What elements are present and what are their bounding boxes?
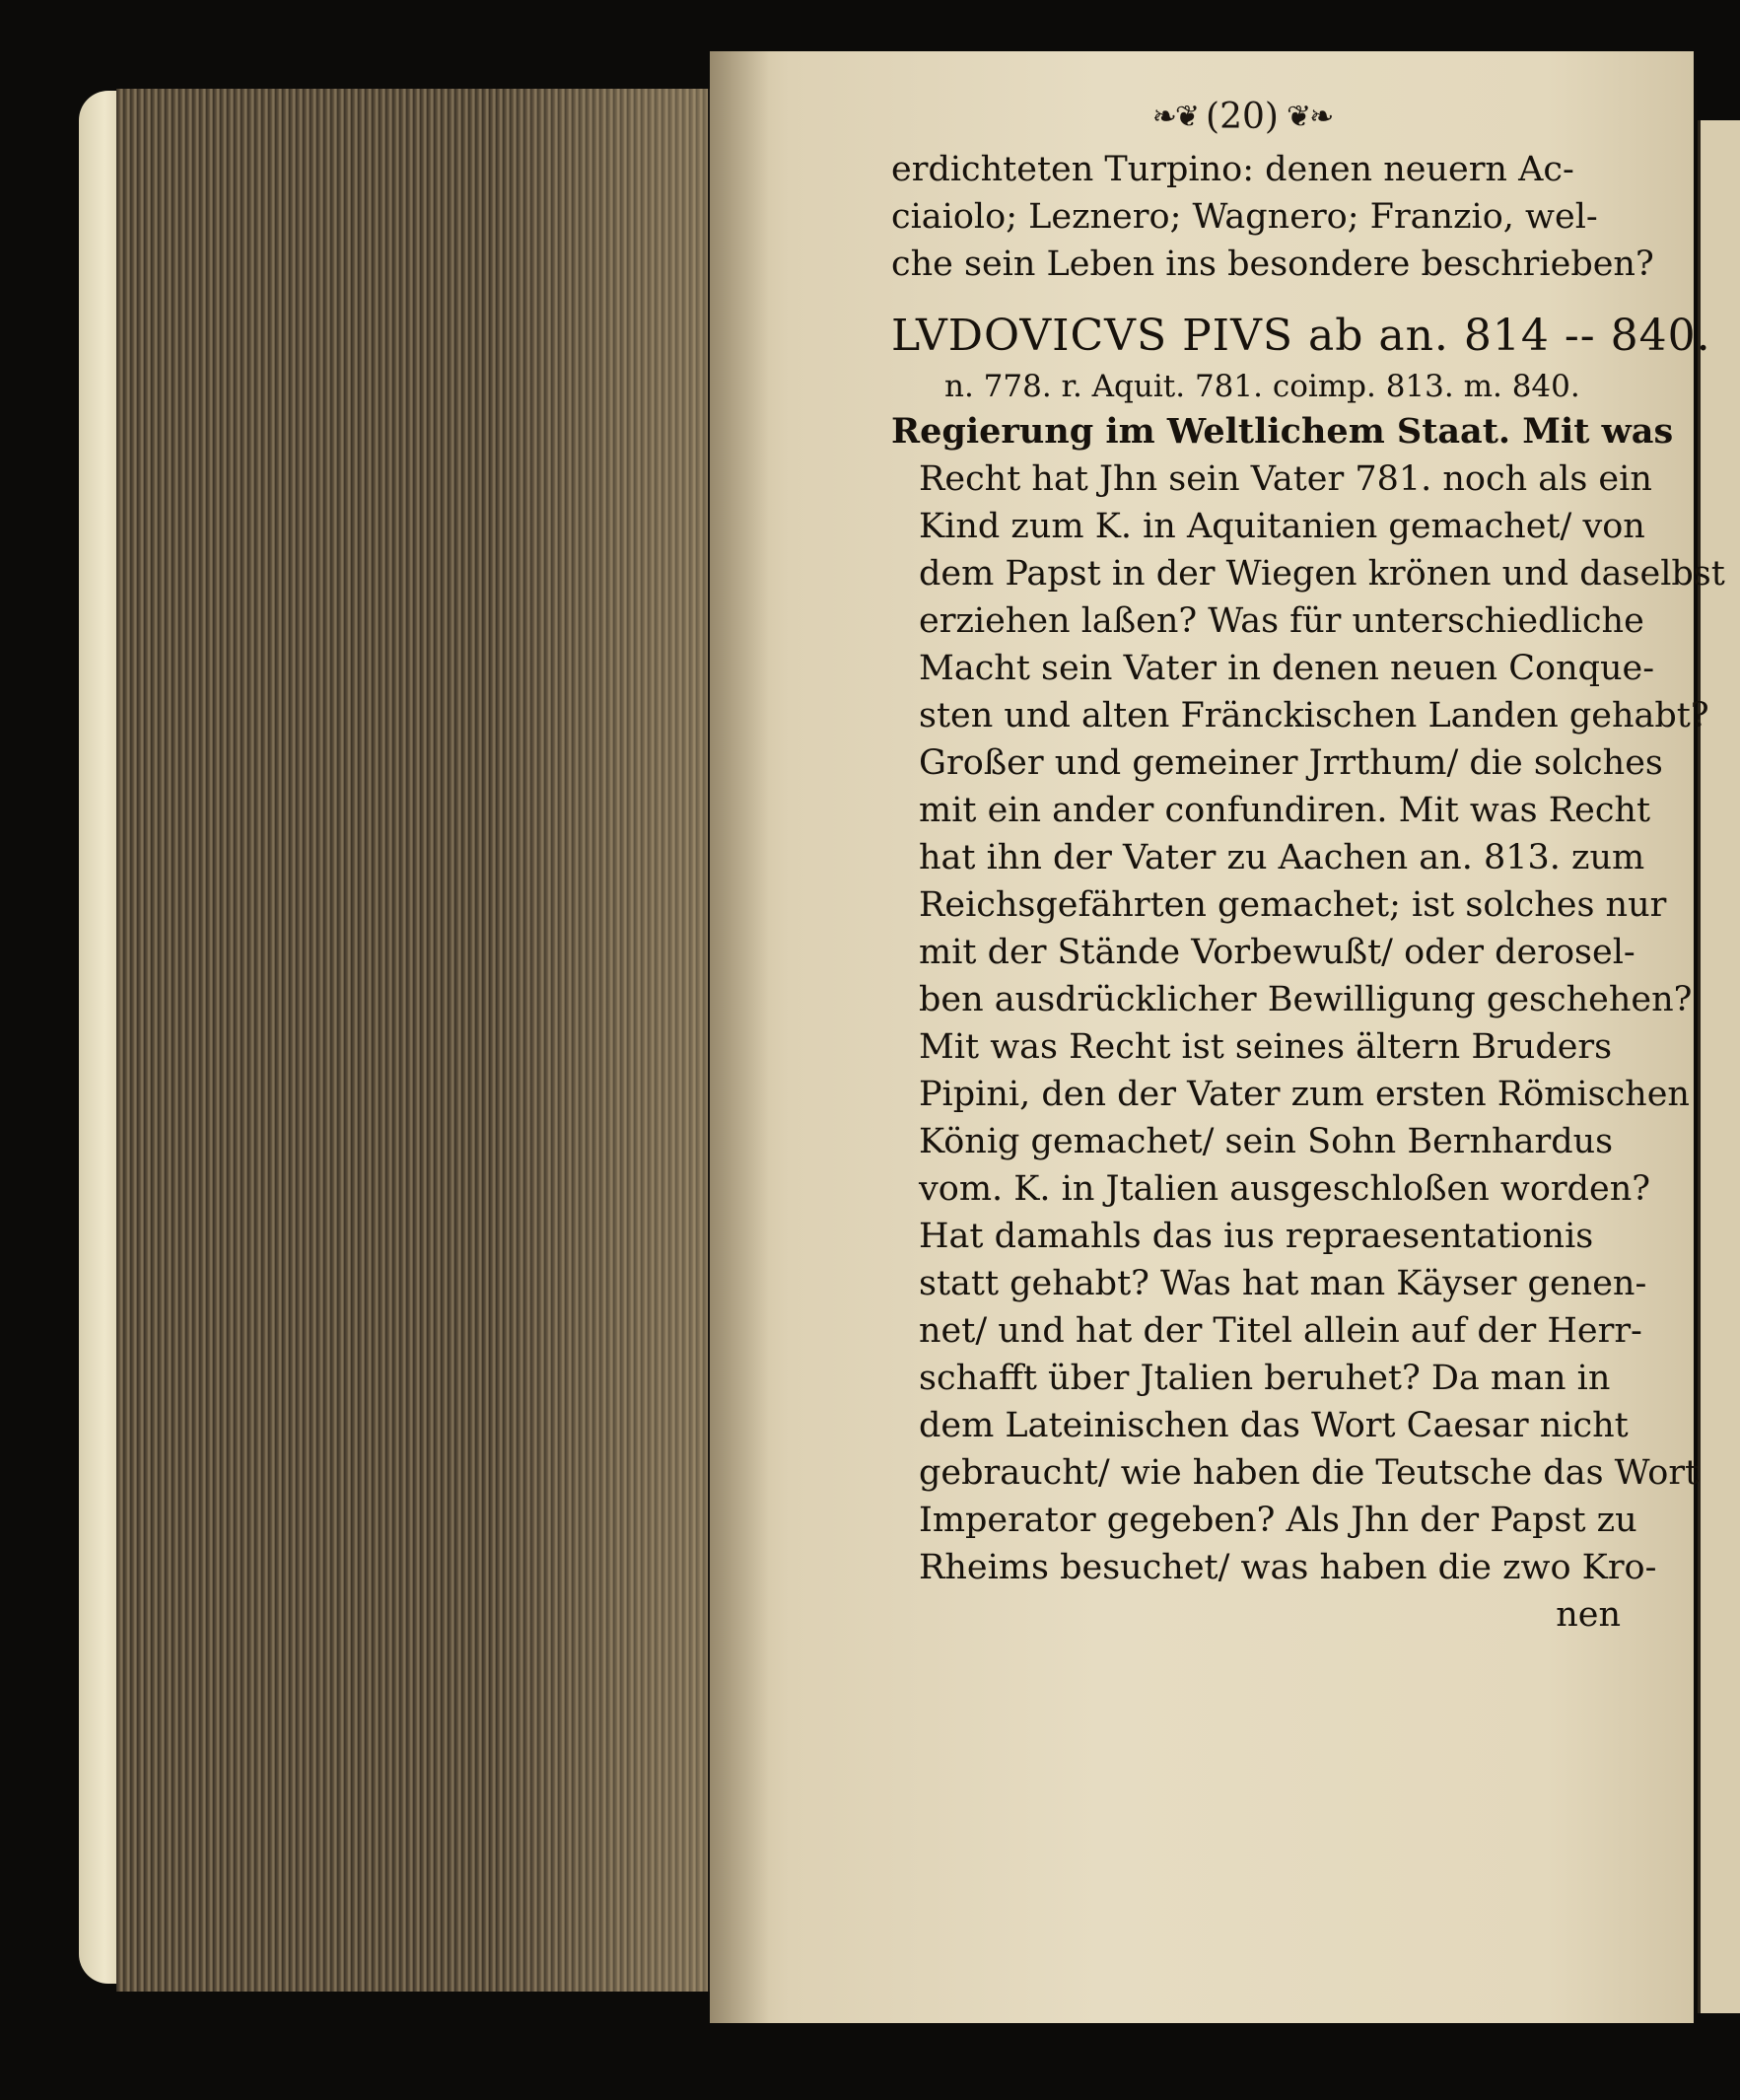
text-line: Hat damahls das ius repraesentationis — [919, 1217, 1594, 1256]
text-line: ciaiolo; Leznero; Wagnero; Franzio, wel- — [891, 197, 1598, 237]
text-line: statt gehabt? Was hat man Käyser genen- — [919, 1264, 1647, 1303]
page-text — [891, 146, 1725, 1639]
text-line: mit ein ander confundiren. Mit was Recht — [919, 791, 1651, 830]
page-number: (20) — [1206, 96, 1279, 137]
catchword: nen — [1556, 1595, 1621, 1635]
section-subheading: n. 778. r. Aquit. 781. coimp. 813. m. 840. — [944, 369, 1580, 404]
section-heading: LVDOVICVS PIVS ab an. 814 -- 840. — [891, 311, 1711, 361]
text-line: net/ und hat der Titel allein auf der Herr- — [919, 1311, 1642, 1351]
text-line: vom. K. in Jtalien ausgeschloßen worden? — [919, 1169, 1651, 1209]
text-line: Reichsgefährten gemachet; ist solches nur — [919, 885, 1667, 925]
text-line: Rheims besuchet/ was haben die zwo Kro- — [919, 1548, 1657, 1587]
text-line: Macht sein Vater in denen neuen Conque- — [919, 649, 1655, 688]
text-line: dem Papst in der Wiegen krönen und daselbst — [919, 554, 1725, 594]
text-line: Großer und gemeiner Jrrthum/ die solches — [919, 743, 1663, 783]
facing-page-edge — [1698, 120, 1740, 2013]
gutter-shadow — [710, 51, 769, 2023]
text-line: ben ausdrücklicher Bewilligung geschehen? — [919, 980, 1693, 1019]
text-line: gebraucht/ wie haben die Teutsche das Wort — [919, 1453, 1700, 1493]
text-line: erdichteten Turpino: denen neuern Ac- — [891, 150, 1574, 189]
text-line: erziehen laßen? Was für unterschiedliche — [919, 601, 1644, 641]
text-line: schafft über Jtalien beruhet? Da man in — [919, 1359, 1611, 1398]
ornament-right-icon: ❦❧ — [1286, 99, 1333, 134]
text-line: Imperator gegeben? Als Jhn der Papst zu — [919, 1501, 1637, 1540]
text-line: Regierung im Weltlichem Staat. Mit was — [891, 411, 1674, 452]
text-line: Mit was Recht ist seines ältern Bruders — [919, 1027, 1613, 1067]
page-stack-edge — [116, 89, 711, 1992]
text-line: sten und alten Fränckischen Landen gehabt? — [919, 696, 1709, 735]
text-line: Pipini, den der Vater zum ersten Römischen — [919, 1075, 1690, 1114]
text-line: che sein Leben ins besondere beschrieben? — [891, 245, 1654, 284]
text-line: Kind zum K. in Aquitanien gemachet/ von — [919, 507, 1645, 546]
text-line: hat ihn der Vater zu Aachen an. 813. zum — [919, 838, 1645, 877]
ornament-left-icon: ❧❦ — [1151, 99, 1199, 134]
text-line: mit der Stände Vorbewußt/ oder derosel- — [919, 933, 1636, 972]
text-line: Recht hat Jhn sein Vater 781. noch als ein — [919, 459, 1652, 499]
page-folio — [1094, 91, 1390, 142]
text-line: König gemachet/ sein Sohn Bernhardus — [919, 1122, 1614, 1161]
text-line: dem Lateinischen das Wort Caesar nicht — [919, 1406, 1629, 1445]
